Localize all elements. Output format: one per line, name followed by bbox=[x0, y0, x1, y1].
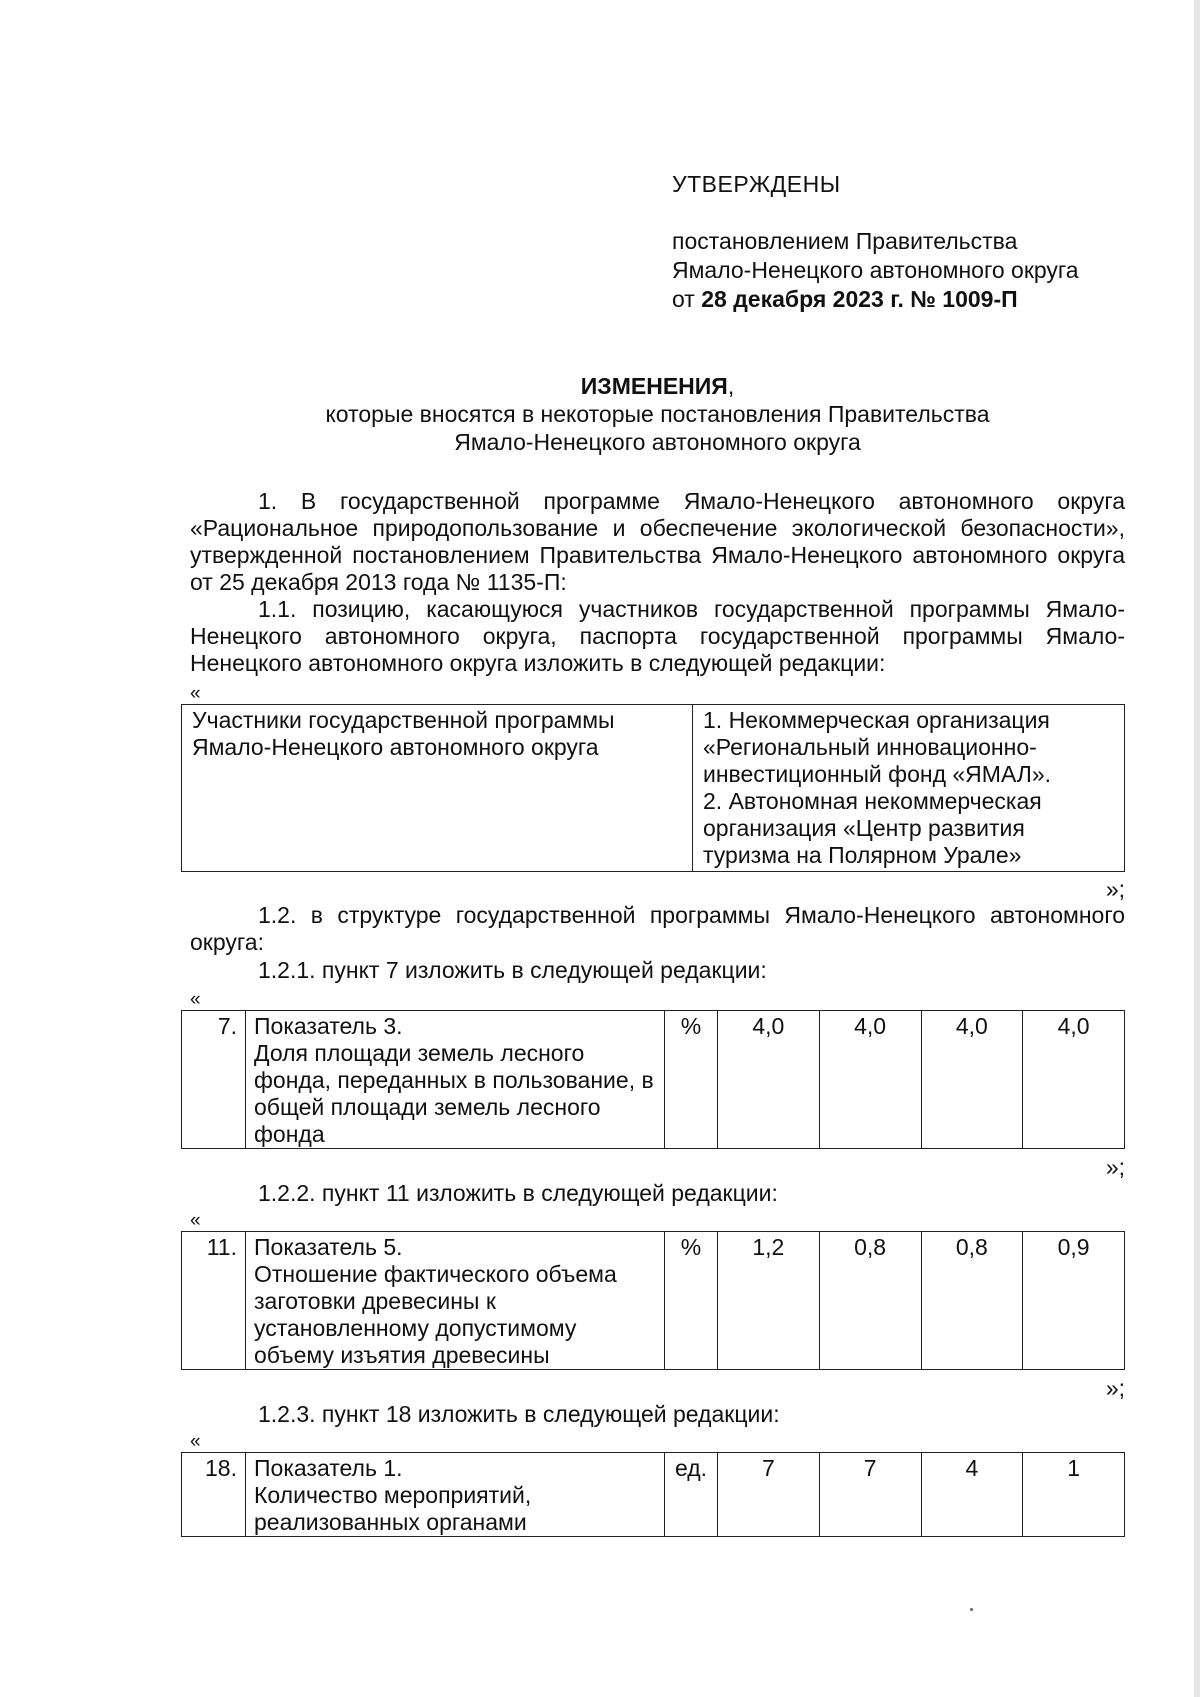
quote-close-1: »; bbox=[1105, 876, 1125, 902]
heading-line-1: которые вносятся в некоторые постановления Правительства bbox=[325, 401, 990, 427]
approval-stamp: УТВЕРЖДЕНЫ bbox=[672, 171, 841, 197]
indicator-table-11 bbox=[181, 1231, 1125, 1370]
paragraph-1-2: 1.2. в структуре государственной программы Ямало-Ненецкого автономного округа: bbox=[190, 902, 1125, 955]
paragraph-1: 1. В государственной программе Ямало-Ненецкого автономного округа «Рациональное природопользование и обеспечение экологической безопасности», утвержденной постановлением Правительства Ямало-Ненецкого автономного округа от 25 декабря 2013 года № 1135-П: bbox=[190, 488, 1125, 595]
indicator-value: 7 bbox=[718, 1453, 820, 1537]
quote-open-3: « bbox=[190, 1210, 201, 1231]
table-row bbox=[182, 705, 1125, 872]
indicator-description: Количество мероприятий, реализованных органами bbox=[254, 1482, 532, 1535]
indicator-value: 4,0 bbox=[819, 1011, 921, 1149]
page-edge bbox=[1194, 0, 1200, 1697]
quote-close-2: »; bbox=[1105, 1154, 1125, 1180]
heading-line-2: Ямало-Ненецкого автономного округа bbox=[454, 429, 861, 455]
indicator-value: 4,0 bbox=[921, 1011, 1023, 1149]
indicator-title: Показатель 3. bbox=[254, 1013, 403, 1039]
approval-block bbox=[672, 170, 1079, 314]
paragraph-1-2-3: 1.2.3. пункт 18 изложить в следующей редакции: bbox=[258, 1401, 780, 1427]
indicator-cell bbox=[246, 1232, 665, 1370]
table-row bbox=[182, 1011, 1125, 1149]
indicator-value: 7 bbox=[819, 1453, 921, 1537]
title-text: ИЗМЕНЕНИЯ bbox=[580, 373, 728, 399]
indicator-value: 0,8 bbox=[819, 1232, 921, 1370]
indicator-value: 4,0 bbox=[718, 1011, 820, 1149]
indicator-value: 4 bbox=[921, 1453, 1023, 1537]
indicator-value: 1 bbox=[1023, 1453, 1125, 1537]
table-row bbox=[182, 1453, 1125, 1537]
row-number: 7. bbox=[182, 1011, 246, 1149]
table-row bbox=[182, 1232, 1125, 1370]
indicator-title: Показатель 5. bbox=[254, 1234, 403, 1260]
indicator-table-18 bbox=[181, 1452, 1125, 1537]
paragraph-1-2-2: 1.2.2. пункт 11 изложить в следующей редакции: bbox=[258, 1180, 778, 1206]
quote-open-4: « bbox=[190, 1431, 201, 1452]
indicator-unit: ед. bbox=[665, 1453, 718, 1537]
indicator-cell bbox=[246, 1453, 665, 1537]
quote-close-3: »; bbox=[1105, 1375, 1125, 1401]
row-number: 18. bbox=[182, 1453, 246, 1537]
approval-number: 28 декабря 2023 г. № 1009-П bbox=[701, 286, 1018, 312]
indicator-unit: % bbox=[665, 1011, 718, 1149]
approval-date-line bbox=[672, 285, 1079, 314]
participant-2: 2. Автономная некоммерческая организация «Центр развития туризма на Полярном Урале» bbox=[703, 788, 1042, 868]
indicator-description: Доля площади земель лесного фонда, переданных в пользование, в общей площади земель лесного фонда bbox=[254, 1040, 654, 1147]
quote-open-1: « bbox=[190, 683, 201, 704]
indicator-value: 1,2 bbox=[718, 1232, 820, 1370]
indicator-table-7 bbox=[181, 1010, 1125, 1149]
quote-open-2: « bbox=[190, 989, 201, 1010]
indicator-value: 0,9 bbox=[1023, 1232, 1125, 1370]
indicator-value: 0,8 bbox=[921, 1232, 1023, 1370]
title-comma: , bbox=[727, 373, 735, 399]
indicator-unit: % bbox=[665, 1232, 718, 1370]
participants-list bbox=[693, 705, 1125, 872]
participant-1: 1. Некоммерческая организация «Региональный инновационно-инвестиционный фонд «ЯМАЛ». bbox=[703, 707, 1052, 787]
row-number: 11. bbox=[182, 1232, 246, 1370]
indicator-value: 4,0 bbox=[1023, 1011, 1125, 1149]
scan-speck bbox=[970, 1608, 973, 1611]
indicator-cell bbox=[246, 1011, 665, 1149]
indicator-description: Отношение фактического объема заготовки древесины к установленному допустимому объему изъятия древесины bbox=[254, 1261, 617, 1368]
approval-line-2: Ямало-Ненецкого автономного округа bbox=[672, 257, 1079, 283]
indicator-title: Показатель 1. bbox=[254, 1455, 403, 1481]
approval-line-1: постановлением Правительства bbox=[672, 228, 1018, 254]
participants-label: Участники государственной программы Ямало-Ненецкого автономного округа bbox=[182, 705, 693, 872]
paragraph-1-2-1: 1.2.1. пункт 7 изложить в следующей редакции: bbox=[258, 957, 767, 983]
paragraph-1-1: 1.1. позицию, касающуюся участников государственной программы Ямало-Ненецкого автономного округа, паспорта государственной программы Ямало-Ненецкого автономного округа изложить в следующей редакции: bbox=[190, 596, 1125, 676]
document-title bbox=[190, 372, 1125, 400]
document-heading bbox=[190, 372, 1125, 456]
participants-table bbox=[181, 704, 1125, 872]
approval-prefix: от bbox=[672, 286, 695, 312]
